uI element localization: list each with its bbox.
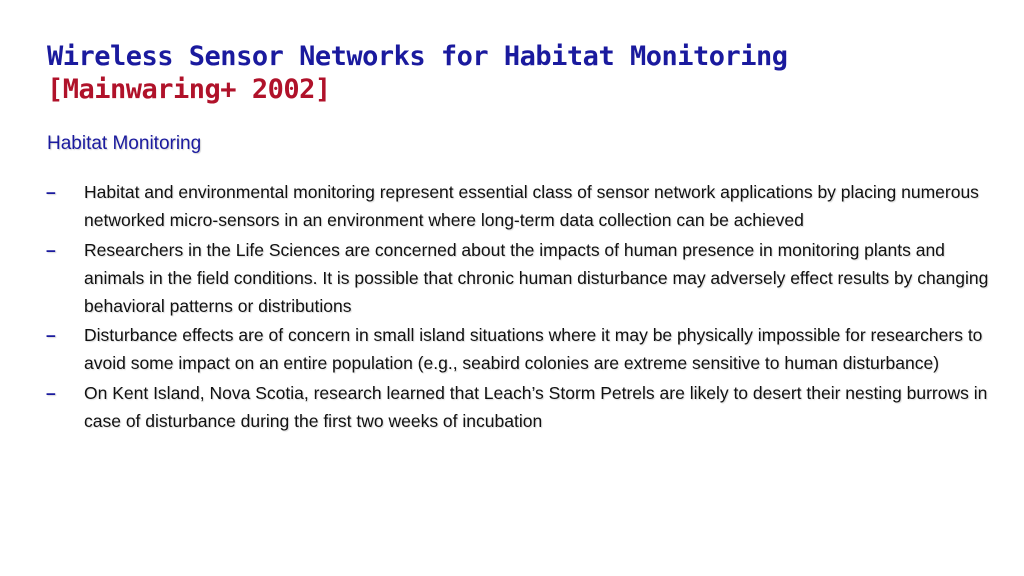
bullet-text: Habitat and environmental monitoring represent essential class of sensor network applications by placing numerous networked micro-sensors in an environment where long-term data collection can be achieved: [84, 182, 979, 230]
bullet-item: [46, 236, 996, 320]
bullet-item: [46, 178, 996, 234]
dash-marker-icon: –: [46, 239, 56, 260]
bullet-item: [46, 321, 996, 377]
bullet-list: [46, 178, 996, 436]
dash-marker-icon: –: [46, 182, 56, 202]
bullet-text: Researchers in the Life Sciences are concerned about the impacts of human presence in monitoring plants and animals in the field conditions. It is possible that chronic human disturbance may adversely effect results by changing behavioral patterns or distributions: [84, 239, 989, 316]
bullet-text: On Kent Island, Nova Scotia, research learned that Leach’s Storm Petrels are likely to desert their nesting burrows in case of disturbance during the first two weeks of incubation: [84, 382, 988, 431]
dash-marker-icon: –: [46, 325, 56, 345]
bullet-item: [46, 379, 996, 435]
title-line-main: Wireless Sensor Networks for Habitat Monitoring: [47, 41, 788, 72]
dash-marker-icon: –: [46, 382, 56, 403]
section-heading: Habitat Monitoring: [47, 133, 202, 154]
bullet-text: Disturbance effects are of concern in small island situations where it may be physically impossible for researchers to avoid some impact on an entire population (e.g., seabird colonies are extreme sensitive to human disturbance): [84, 325, 983, 373]
title-line-citation: [Mainwaring+ 2002]: [47, 74, 331, 105]
slide-title: [47, 40, 788, 106]
